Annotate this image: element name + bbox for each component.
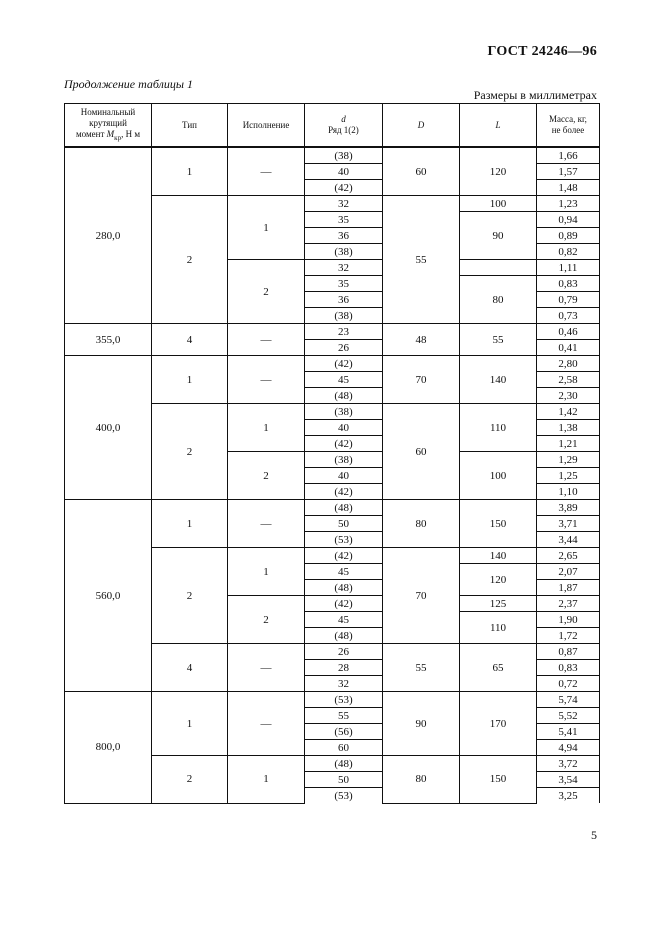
cell-D: 70 bbox=[383, 548, 460, 644]
cell-variant: — bbox=[228, 356, 305, 404]
cell-variant: 1 bbox=[228, 404, 305, 452]
cell-d: (42) bbox=[305, 436, 383, 452]
cell-mass: 0,82 bbox=[537, 244, 600, 260]
cell-d: (38) bbox=[305, 308, 383, 324]
cell-d: (56) bbox=[305, 724, 383, 740]
cell-torque: 560,0 bbox=[65, 500, 152, 692]
cell-d: 50 bbox=[305, 516, 383, 532]
cell-mass: 1,57 bbox=[537, 164, 600, 180]
table-row bbox=[65, 500, 600, 516]
table-row bbox=[65, 147, 600, 164]
cell-mass: 3,72 bbox=[537, 756, 600, 772]
header-D: D bbox=[383, 104, 460, 148]
cell-d: (42) bbox=[305, 484, 383, 500]
cell-L: 170 bbox=[460, 692, 537, 756]
cell-mass: 3,71 bbox=[537, 516, 600, 532]
cell-variant: — bbox=[228, 324, 305, 356]
cell-d: 26 bbox=[305, 340, 383, 356]
cell-type: 1 bbox=[152, 147, 228, 196]
cell-mass: 2,65 bbox=[537, 548, 600, 564]
cell-d: 26 bbox=[305, 644, 383, 660]
cell-d: 40 bbox=[305, 468, 383, 484]
cell-type: 2 bbox=[152, 404, 228, 500]
cell-d: (48) bbox=[305, 500, 383, 516]
cell-D: 55 bbox=[383, 644, 460, 692]
cell-mass: 2,58 bbox=[537, 372, 600, 388]
cell-d: (48) bbox=[305, 628, 383, 644]
cell-d: (38) bbox=[305, 452, 383, 468]
cell-d: (53) bbox=[305, 692, 383, 708]
cell-mass: 0,46 bbox=[537, 324, 600, 340]
cell-L: 150 bbox=[460, 500, 537, 548]
specification-table bbox=[64, 103, 600, 804]
cell-mass: 3,44 bbox=[537, 532, 600, 548]
table-row bbox=[65, 324, 600, 340]
cell-d: (42) bbox=[305, 356, 383, 372]
standard-title: ГОСТ 24246—96 bbox=[487, 44, 597, 59]
cell-type: 4 bbox=[152, 644, 228, 692]
cell-mass: 2,07 bbox=[537, 564, 600, 580]
cell-L: 90 bbox=[460, 212, 537, 260]
cell-d: 35 bbox=[305, 276, 383, 292]
cell-d: 36 bbox=[305, 228, 383, 244]
cell-D: 90 bbox=[383, 692, 460, 756]
cell-variant: 2 bbox=[228, 260, 305, 324]
cell-d: (48) bbox=[305, 388, 383, 404]
header-mass-line2: не более bbox=[551, 125, 585, 135]
cell-mass: 0,83 bbox=[537, 276, 600, 292]
cell-mass: 2,30 bbox=[537, 388, 600, 404]
table-continuation-caption: Продолжение таблицы 1 bbox=[64, 77, 194, 91]
cell-d: (38) bbox=[305, 147, 383, 164]
cell-mass: 1,11 bbox=[537, 260, 600, 276]
cell-L: 140 bbox=[460, 548, 537, 564]
cell-mass: 4,94 bbox=[537, 740, 600, 756]
cell-mass: 3,89 bbox=[537, 500, 600, 516]
header-d bbox=[305, 104, 383, 148]
cell-L: 110 bbox=[460, 612, 537, 644]
cell-D: 48 bbox=[383, 324, 460, 356]
cell-L: 55 bbox=[460, 324, 537, 356]
cell-L: 100 bbox=[460, 196, 537, 212]
cell-d: 60 bbox=[305, 740, 383, 756]
cell-d: (38) bbox=[305, 404, 383, 420]
cell-d: 55 bbox=[305, 708, 383, 724]
cell-type: 2 bbox=[152, 196, 228, 324]
cell-L: 65 bbox=[460, 644, 537, 692]
cell-D: 70 bbox=[383, 356, 460, 404]
header-variant: Исполнение bbox=[228, 104, 305, 148]
units-note: Размеры в миллиметрах bbox=[473, 88, 597, 102]
cell-L: 125 bbox=[460, 596, 537, 612]
header-d-series: Ряд 1(2) bbox=[328, 125, 359, 135]
header-torque-line1: Номинальный bbox=[80, 106, 136, 117]
cell-d: 35 bbox=[305, 212, 383, 228]
table-row bbox=[65, 356, 600, 372]
cell-mass: 1,87 bbox=[537, 580, 600, 596]
cell-mass: 1,25 bbox=[537, 468, 600, 484]
cell-mass: 2,37 bbox=[537, 596, 600, 612]
cell-variant: 1 bbox=[228, 756, 305, 804]
cell-d: (53) bbox=[305, 532, 383, 548]
cell-mass: 3,25 bbox=[537, 788, 600, 804]
cell-d: 45 bbox=[305, 612, 383, 628]
cell-mass: 5,41 bbox=[537, 724, 600, 740]
cell-L: 150 bbox=[460, 756, 537, 804]
cell-mass: 1,72 bbox=[537, 628, 600, 644]
cell-D: 60 bbox=[383, 404, 460, 500]
header-torque bbox=[65, 104, 152, 148]
cell-d: (53) bbox=[305, 788, 383, 804]
cell-d: (48) bbox=[305, 580, 383, 596]
cell-d: 40 bbox=[305, 164, 383, 180]
cell-mass: 2,80 bbox=[537, 356, 600, 372]
page-number: 5 bbox=[591, 828, 597, 842]
cell-mass: 1,21 bbox=[537, 436, 600, 452]
cell-mass: 0,79 bbox=[537, 292, 600, 308]
cell-mass: 5,74 bbox=[537, 692, 600, 708]
cell-L: 140 bbox=[460, 356, 537, 404]
table-row bbox=[65, 692, 600, 708]
cell-mass: 0,89 bbox=[537, 228, 600, 244]
cell-d: 28 bbox=[305, 660, 383, 676]
cell-L: 120 bbox=[460, 564, 537, 596]
cell-variant: 1 bbox=[228, 196, 305, 260]
cell-type: 1 bbox=[152, 692, 228, 756]
cell-mass: 0,41 bbox=[537, 340, 600, 356]
header-torque-unit: , Н м bbox=[121, 128, 141, 139]
cell-type: 1 bbox=[152, 500, 228, 548]
cell-type: 4 bbox=[152, 324, 228, 356]
cell-d: 45 bbox=[305, 372, 383, 388]
cell-D: 80 bbox=[383, 756, 460, 804]
cell-mass: 0,72 bbox=[537, 676, 600, 692]
cell-mass: 0,83 bbox=[537, 660, 600, 676]
cell-mass: 0,87 bbox=[537, 644, 600, 660]
header-torque-line2: крутящий bbox=[89, 117, 127, 128]
header-d-symbol: d bbox=[341, 114, 346, 124]
cell-mass: 1,10 bbox=[537, 484, 600, 500]
cell-d: (38) bbox=[305, 244, 383, 260]
header-L: L bbox=[460, 104, 537, 148]
header-torque-prefix: момент bbox=[75, 128, 107, 139]
header-torque-subscript: кр bbox=[114, 133, 122, 142]
cell-mass: 3,54 bbox=[537, 772, 600, 788]
cell-L: 110 bbox=[460, 404, 537, 452]
cell-d: 23 bbox=[305, 324, 383, 340]
cell-variant: — bbox=[228, 500, 305, 548]
cell-type: 2 bbox=[152, 756, 228, 804]
cell-d: 32 bbox=[305, 196, 383, 212]
cell-type: 1 bbox=[152, 356, 228, 404]
cell-d: 50 bbox=[305, 772, 383, 788]
cell-D: 60 bbox=[383, 147, 460, 196]
cell-L: 120 bbox=[460, 147, 537, 196]
cell-d: 32 bbox=[305, 676, 383, 692]
cell-L: 80 bbox=[460, 276, 537, 324]
cell-variant: 2 bbox=[228, 452, 305, 500]
cell-mass: 0,73 bbox=[537, 308, 600, 324]
cell-mass: 1,48 bbox=[537, 180, 600, 196]
cell-d: 32 bbox=[305, 260, 383, 276]
header-torque-line3 bbox=[67, 129, 149, 144]
cell-torque: 355,0 bbox=[65, 324, 152, 356]
cell-torque: 800,0 bbox=[65, 692, 152, 804]
cell-mass: 1,38 bbox=[537, 420, 600, 436]
cell-variant: 2 bbox=[228, 596, 305, 644]
cell-torque: 280,0 bbox=[65, 147, 152, 324]
cell-mass: 1,29 bbox=[537, 452, 600, 468]
cell-mass: 0,94 bbox=[537, 212, 600, 228]
header-type: Тип bbox=[152, 104, 228, 148]
cell-variant: — bbox=[228, 644, 305, 692]
cell-variant: — bbox=[228, 147, 305, 196]
cell-L bbox=[460, 260, 537, 276]
cell-d: (42) bbox=[305, 548, 383, 564]
cell-mass: 5,52 bbox=[537, 708, 600, 724]
cell-mass: 1,66 bbox=[537, 147, 600, 164]
cell-L: 100 bbox=[460, 452, 537, 500]
cell-d: 40 bbox=[305, 420, 383, 436]
cell-D: 55 bbox=[383, 196, 460, 324]
cell-mass: 1,42 bbox=[537, 404, 600, 420]
cell-type: 2 bbox=[152, 548, 228, 644]
cell-torque: 400,0 bbox=[65, 356, 152, 500]
cell-variant: 1 bbox=[228, 548, 305, 596]
cell-mass: 1,23 bbox=[537, 196, 600, 212]
cell-d: (42) bbox=[305, 596, 383, 612]
cell-d: 45 bbox=[305, 564, 383, 580]
header-mass-line1: Масса, кг, bbox=[549, 114, 587, 124]
cell-d: 36 bbox=[305, 292, 383, 308]
cell-D: 80 bbox=[383, 500, 460, 548]
cell-variant: — bbox=[228, 692, 305, 756]
header-mass bbox=[537, 104, 600, 148]
cell-d: (48) bbox=[305, 756, 383, 772]
cell-mass: 1,90 bbox=[537, 612, 600, 628]
table-header-row bbox=[65, 104, 600, 148]
cell-d: (42) bbox=[305, 180, 383, 196]
header-torque-symbol: M bbox=[106, 128, 115, 139]
